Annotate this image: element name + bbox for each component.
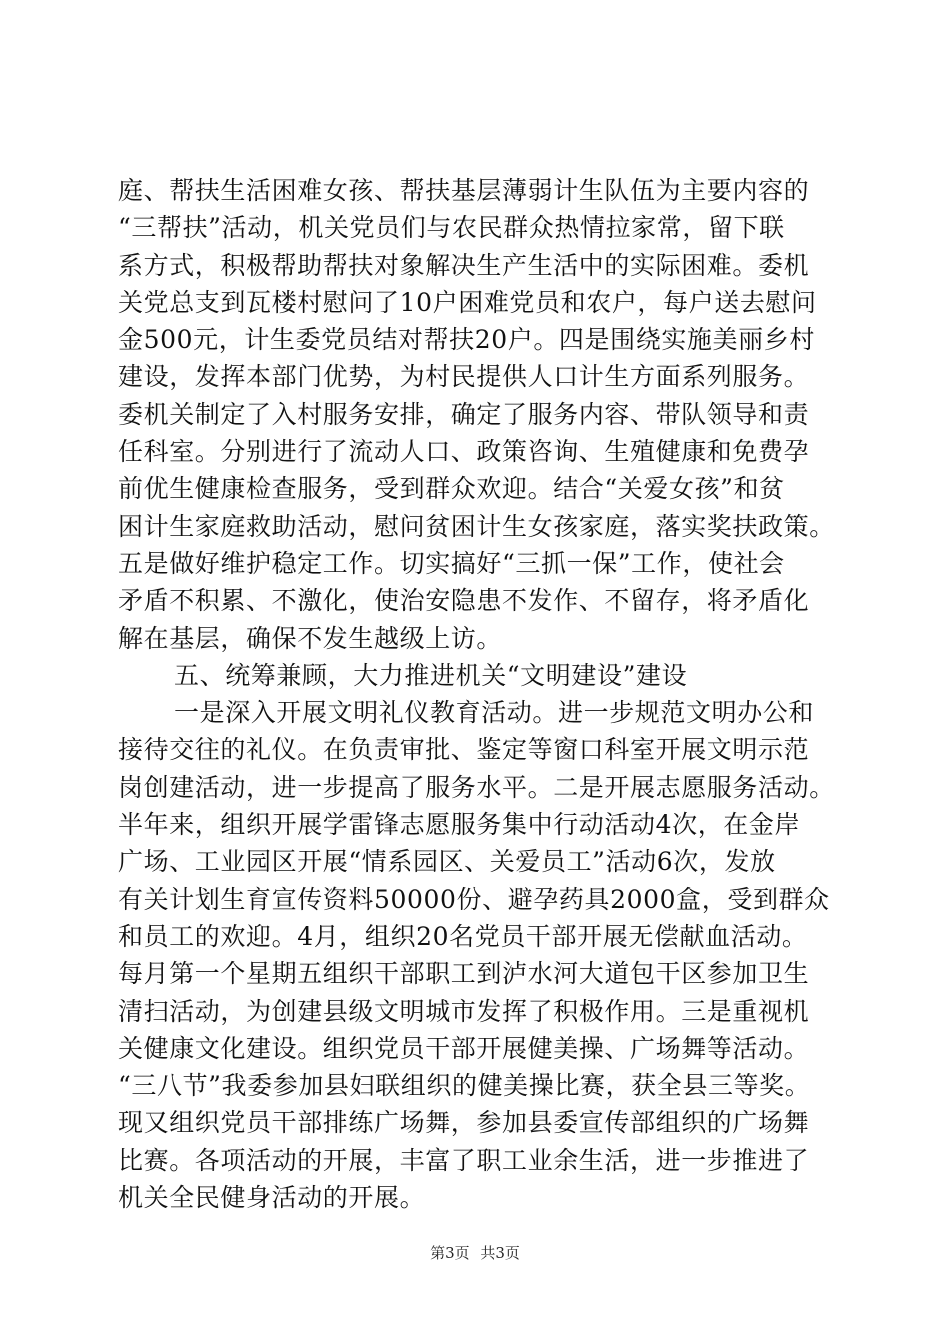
document-body: [118, 172, 848, 1216]
text-line: 五是做好维护稳定工作。切实搞好“三抓一保”工作，使社会: [118, 548, 785, 578]
text-line: “三八节”我委参加县妇联组织的健美操比赛，获全县三等奖。: [118, 1071, 811, 1101]
page-total: 共3页: [480, 1244, 520, 1262]
text-line: 机关全民健身活动的开展。: [118, 1183, 426, 1213]
text-line: 困计生家庭救助活动，慰问贫困计生女孩家庭，落实奖扶政策。: [118, 511, 835, 541]
text-line: 系方式，积极帮助帮扶对象解决生产生活中的实际困难。委机: [118, 250, 810, 280]
text-line: “三帮扶”活动，机关党员们与农民群众热情拉家常，留下联: [118, 213, 785, 243]
text-line: 半年来，组织开展学雷锋志愿服务集中行动活动4次，在金岸: [118, 810, 801, 840]
paragraph-start-line: 一是深入开展文明礼仪教育活动。进一步规范文明办公和: [174, 698, 815, 728]
text-line: 建设，发挥本部门优势，为村民提供人口计生方面系列服务。: [118, 362, 810, 392]
text-line: 矛盾不积累、不激化，使治安隐患不发作、不留存，将矛盾化: [118, 586, 810, 616]
text-line: 任科室。分别进行了流动人口、政策咨询、生殖健康和免费孕: [118, 437, 810, 467]
page-footer: [0, 1242, 950, 1263]
text-line: 关健康文化建设。组织党员干部开展健美操、广场舞等活动。: [118, 1033, 810, 1063]
text-line: 和员工的欢迎。4月，组织20名党员干部开展无偿献血活动。: [118, 921, 808, 951]
text-line: 庭、帮扶生活困难女孩、帮扶基层薄弱计生队伍为主要内容的: [118, 176, 810, 205]
text-line: 委机关制定了入村服务安排，确定了服务内容、带队领导和责: [118, 399, 810, 429]
text-line: 金500元，计生委党员结对帮扶20户。四是围绕实施美丽乡村: [118, 325, 815, 355]
text-line: 有关计划生育宣传资料50000份、避孕药具2000盒，受到群众: [118, 884, 830, 914]
text-line: 每月第一个星期五组织干部职工到泸水河大道包干区参加卫生: [118, 959, 810, 989]
text-line: 前优生健康检查服务，受到群众欢迎。结合“关爱女孩”和贫: [118, 474, 785, 504]
section-heading: 五、统筹兼顾，大力推进机关“文明建设”建设: [174, 660, 688, 690]
text-line: 比赛。各项活动的开展，丰富了职工业余生活，进一步推进了: [118, 1145, 810, 1175]
text-line: 广场、工业园区开展“情系园区、关爱员工”活动6次，发放: [118, 847, 776, 877]
page-number: 第3页: [430, 1244, 470, 1262]
text-line: 关党总支到瓦楼村慰问了10户困难党员和农户，每户送去慰问: [118, 287, 817, 317]
text-line: 现又组织党员干部排练广场舞，参加县委宣传部组织的广场舞: [118, 1108, 810, 1138]
text-line: 清扫活动，为创建县级文明城市发挥了积极作用。三是重视机: [118, 996, 810, 1026]
text-line: 接待交往的礼仪。在负责审批、鉴定等窗口科室开展文明示范: [118, 735, 810, 765]
text-line: 解在基层，确保不发生越级上访。: [118, 623, 503, 653]
text-line: 岗创建活动，进一步提高了服务水平。二是开展志愿服务活动。: [118, 772, 835, 802]
